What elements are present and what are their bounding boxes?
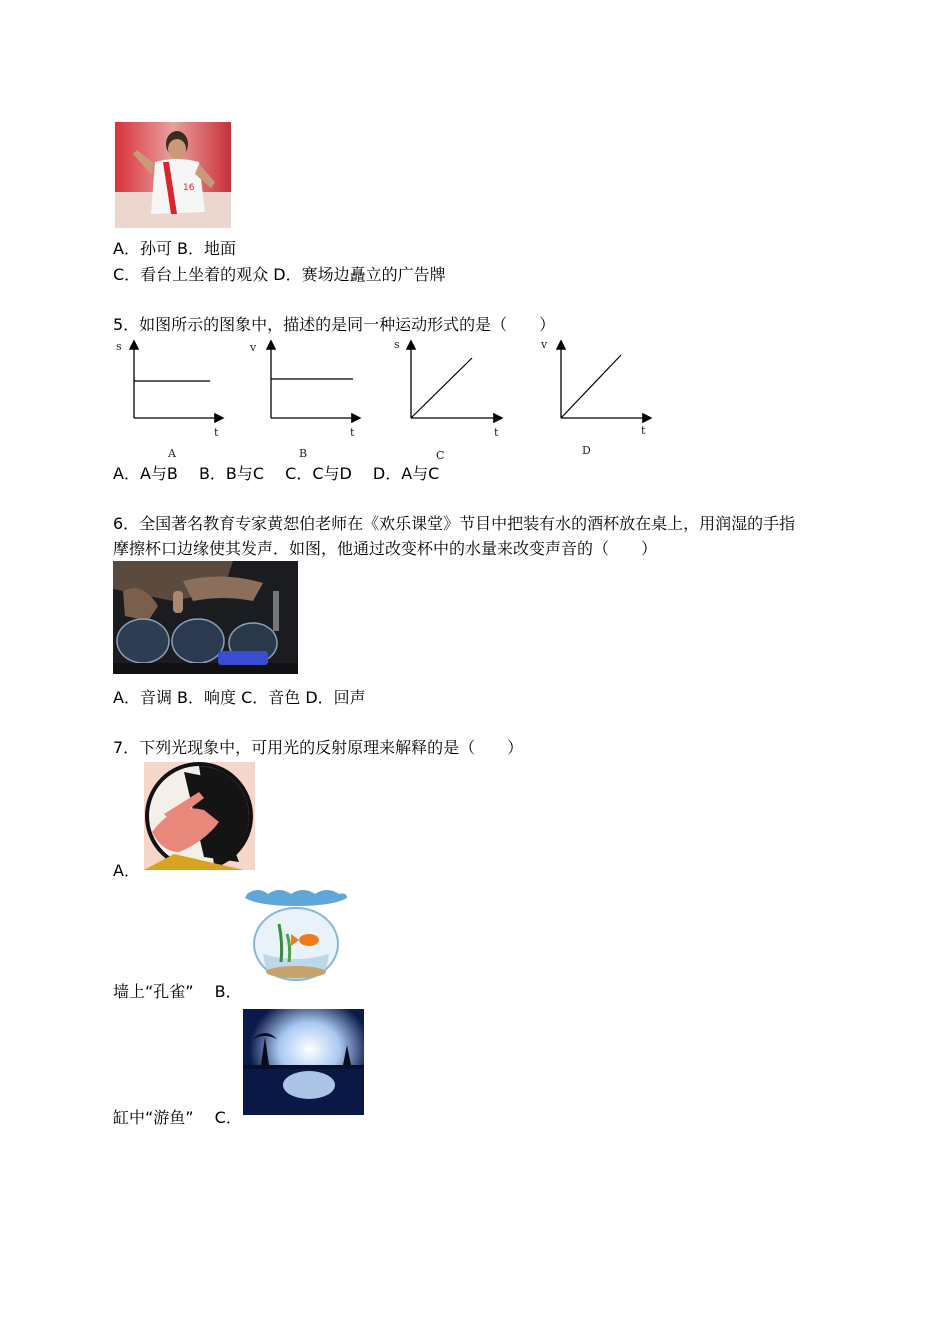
q7-line-b: 墙上“孔雀” B． [113,982,242,1001]
graph-d-x-label: t [641,424,646,437]
q7-option-a: A． [113,861,140,880]
hand-shadow-photo [144,762,255,870]
q6-stem-line2: 摩擦杯口边缘使其发声．如图，他通过改变杯中的水量来改变声音的（ ） [113,539,658,558]
fish-bowl-photo [243,884,349,990]
graph-b-caption: B [299,447,308,460]
player-photo [115,122,231,228]
q4-options-line1: A．孙可 B．地面 [113,239,237,258]
q6-stem-line1: 6．全国著名教育专家黄恕伯老师在《欢乐课堂》节目中把装有水的酒杯放在桌上，用润湿的手指 [113,514,796,533]
graph-d-caption: D [582,444,591,457]
q4-options-line2: C．看台上坐着的观众 D．赛场边矗立的广告牌 [113,265,446,284]
graph-d-y-label: v [541,338,548,351]
graph-a-caption: A [168,447,176,460]
q5-options: A．A与B B．B与C C．C与D D．A与C [113,464,440,483]
q5-graphs [108,336,668,464]
graph-d [540,338,650,457]
q5-stem: 5．如图所示的图象中，描述的是同一种运动形式的是（ ） [113,315,556,334]
q6-options: A．音调 B．响度 C．音色 D．回声 [113,688,366,707]
graph-a-x-label: t [214,426,219,439]
graph-b-y-label: v [250,341,257,354]
jersey-number: 16 [183,183,195,193]
glasses-photo [113,561,298,674]
graph-b [249,341,359,460]
graph-c-caption: C [436,449,445,462]
graph-c-x-label: t [494,426,499,439]
graph-a-y-label: s [116,340,122,353]
graph-a [116,340,222,460]
moon-reflection-photo [243,1009,364,1115]
graph-c [394,338,501,462]
q7-stem: 7．下列光现象中，可用光的反射原理来解释的是（ ） [113,738,524,757]
graph-b-x-label: t [350,426,355,439]
graph-c-y-label: s [394,338,400,351]
q7-line-c: 缸中“游鱼” C． [113,1108,242,1127]
